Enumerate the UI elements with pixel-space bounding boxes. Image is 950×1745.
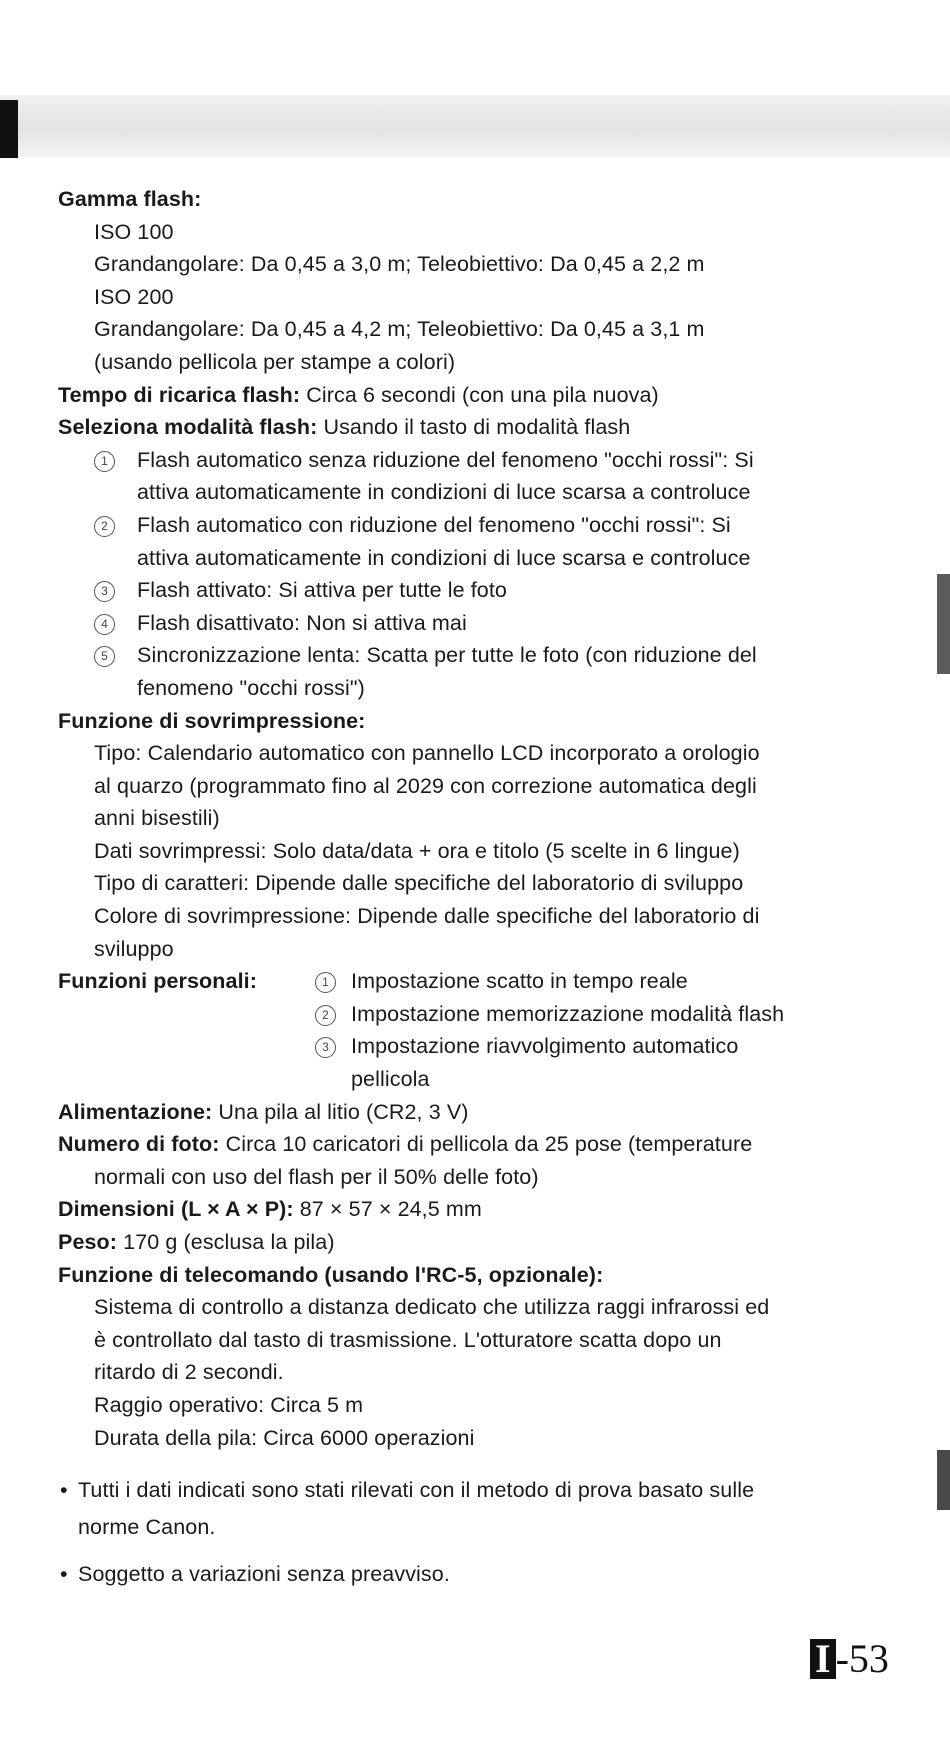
personal-functions xyxy=(58,965,910,1095)
flash-mode-label: Seleziona modalità flash: xyxy=(58,415,318,440)
shots-value-cont: normali con uso del flash per il 50% delle foto) xyxy=(94,1164,539,1189)
shots-spec xyxy=(58,1128,910,1161)
film-note: (usando pellicola per stampe a colori) xyxy=(94,349,456,374)
imprint-color-line: Colore di sovrimpressione: Dipende dalle specifiche del laboratorio di xyxy=(94,904,760,929)
personal-function-item xyxy=(58,1030,910,1095)
flash-mode-item-text-cont: attiva automaticamente in condizioni di luce scarsa e controluce xyxy=(137,545,751,570)
flash-mode-item-text-cont: attiva automaticamente in condizioni di luce scarsa a controluce xyxy=(137,480,751,505)
flash-mode-value: Usando il tasto di modalità flash xyxy=(317,415,631,440)
edge-index-tab xyxy=(937,574,950,674)
iso200-heading: ISO 200 xyxy=(94,284,174,309)
personal-functions-label: Funzioni personali: xyxy=(58,969,257,994)
imprint-type-line: anni bisestili) xyxy=(94,806,220,831)
page-number xyxy=(810,1635,889,1683)
power-spec xyxy=(58,1096,910,1129)
footnote-text: Soggetto a variazioni senza preavviso. xyxy=(78,1562,450,1587)
shots-value: Circa 10 caricatori di pellicola da 25 pose (temperature xyxy=(219,1132,753,1157)
recharge-label: Tempo di ricarica flash: xyxy=(58,382,301,407)
power-label: Alimentazione: xyxy=(58,1099,213,1124)
circled-number-icon: 2 xyxy=(315,1005,336,1026)
bullet-icon: • xyxy=(60,1478,68,1503)
imprint-label: Funzione di sovrimpressione: xyxy=(58,708,366,733)
iso200-values: Grandangolare: Da 0,45 a 4,2 m; Teleobiettivo: Da 0,45 a 3,1 m xyxy=(94,317,705,342)
flash-mode-item xyxy=(58,607,910,640)
dimensions-label: Dimensioni (L × A × P): xyxy=(58,1197,294,1222)
power-value: Una pila al litio (CR2, 3 V) xyxy=(212,1099,469,1124)
personal-function-text: Impostazione riavvolgimento automatico xyxy=(351,1034,739,1059)
flash-mode-item xyxy=(58,444,910,509)
flash-mode-item-text: Sincronizzazione lenta: Scatta per tutte le foto (con riduzione del xyxy=(137,643,757,668)
flash-mode-item xyxy=(58,574,910,607)
remote-range: Raggio operativo: Circa 5 m xyxy=(94,1392,364,1417)
footnotes xyxy=(58,1472,910,1593)
flash-mode-item xyxy=(58,639,910,704)
iso100-heading: ISO 100 xyxy=(94,219,174,244)
weight-spec xyxy=(58,1226,910,1259)
personal-function-text: Impostazione scatto in tempo reale xyxy=(351,969,688,994)
edge-index-tab-secondary xyxy=(937,1450,950,1510)
recharge-spec xyxy=(58,379,910,412)
circled-number-icon: 3 xyxy=(315,1037,336,1058)
weight-label: Peso: xyxy=(58,1230,118,1254)
flash-mode-item-text-cont: fenomeno "occhi rossi") xyxy=(137,675,365,700)
remote-battery-life: Durata della pila: Circa 6000 operazioni xyxy=(94,1425,475,1450)
flash-mode-item-text: Flash attivato: Si attiva per tutte le foto xyxy=(137,578,507,603)
section-tab-marker xyxy=(0,100,18,158)
header-band xyxy=(0,95,950,157)
dimensions-value: 87 × 57 × 24,5 mm xyxy=(293,1197,482,1222)
remote-description-line: Sistema di controllo a distanza dedicato che utilizza raggi infrarossi ed xyxy=(94,1295,770,1320)
weight-value: 170 g (esclusa la pila) xyxy=(117,1230,335,1254)
personal-function-item xyxy=(58,965,910,998)
flash-range-label: Gamma flash: xyxy=(58,187,202,211)
specifications-list xyxy=(58,183,910,1603)
dimensions-spec xyxy=(58,1193,910,1226)
flash-mode-item-text: Flash automatico senza riduzione del fenomeno "occhi rossi": Si xyxy=(137,447,754,472)
footnote-text-cont: norme Canon. xyxy=(78,1515,216,1540)
remote-label: Funzione di telecomando (usando l'RC-5, opzionale): xyxy=(58,1262,604,1287)
circled-number-icon: 1 xyxy=(94,451,115,472)
personal-function-item xyxy=(58,998,910,1031)
remote-description-line: ritardo di 2 secondi. xyxy=(94,1360,284,1385)
recharge-value: Circa 6 secondi (con una pila nuova) xyxy=(300,382,659,407)
personal-function-text: Impostazione memorizzazione modalità flash xyxy=(351,1001,785,1026)
iso100-values: Grandangolare: Da 0,45 a 3,0 m; Teleobiettivo: Da 0,45 a 2,2 m xyxy=(94,252,705,277)
imprint-data-line: Dati sovrimpressi: Solo data/data + ora e titolo (5 scelte in 6 lingue) xyxy=(94,838,740,863)
footnote xyxy=(58,1556,910,1593)
flash-mode-item-text: Flash disattivato: Non si attiva mai xyxy=(137,610,467,635)
circled-number-icon: 4 xyxy=(94,614,115,635)
personal-function-text-cont: pellicola xyxy=(351,1067,430,1092)
flash-mode-item xyxy=(58,509,910,574)
flash-mode-item-text: Flash automatico con riduzione del fenomeno "occhi rossi": Si xyxy=(137,512,731,537)
circled-number-icon: 1 xyxy=(315,972,336,993)
shots-label: Numero di foto: xyxy=(58,1132,220,1157)
circled-number-icon: 5 xyxy=(94,646,115,667)
imprint-chars-line: Tipo di caratteri: Dipende dalle specifiche del laboratorio di sviluppo xyxy=(94,871,744,896)
circled-number-icon: 2 xyxy=(94,516,115,537)
circled-number-icon: 3 xyxy=(94,581,115,602)
section-marker: I xyxy=(810,1639,836,1679)
remote-description-line: è controllato dal tasto di trasmissione. L'otturatore scatta dopo un xyxy=(94,1327,722,1352)
flash-mode-spec xyxy=(58,411,910,444)
imprint-type-line: al quarzo (programmato fino al 2029 con correzione automatica degli xyxy=(94,773,757,798)
imprint-color-line: sviluppo xyxy=(94,936,174,961)
footnote-text: Tutti i dati indicati sono stati rilevati con il metodo di prova basato sulle xyxy=(78,1478,755,1503)
imprint-type-line: Tipo: Calendario automatico con pannello LCD incorporato a orologio xyxy=(94,741,760,766)
footnote xyxy=(58,1472,910,1546)
bullet-icon: • xyxy=(60,1562,68,1587)
page-number-value: -53 xyxy=(835,1636,889,1681)
